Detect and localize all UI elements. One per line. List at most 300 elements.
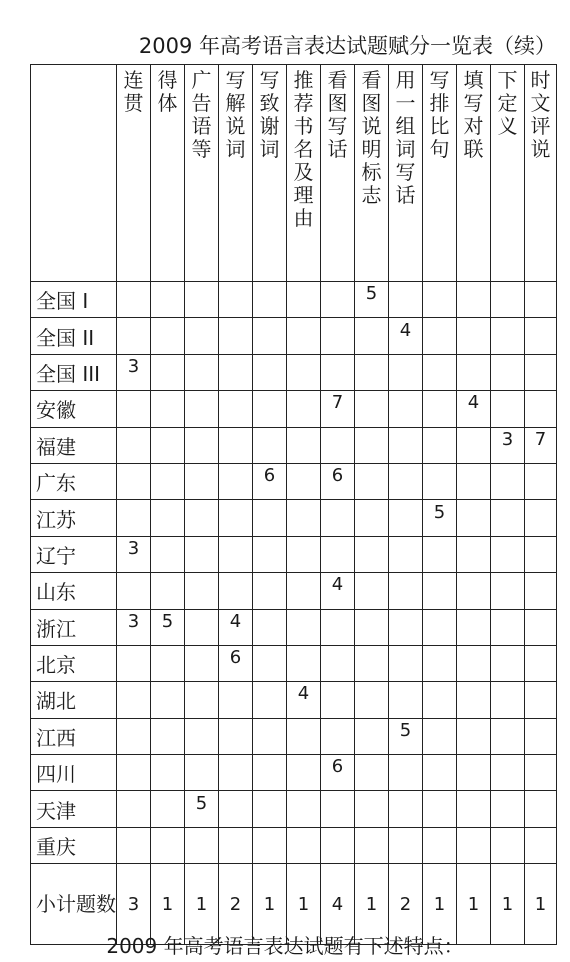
score-cell (525, 354, 557, 390)
score-cell (423, 500, 457, 536)
score-cell (185, 391, 219, 427)
table-row (31, 682, 557, 718)
score-cell (253, 573, 287, 609)
score-cell (185, 827, 219, 863)
score-cell (287, 536, 321, 572)
score-cell (287, 427, 321, 463)
score-cell (389, 463, 423, 499)
table-title: 2009 年高考语言表达试题赋分一览表（续） (138, 34, 556, 58)
score-cell (457, 500, 491, 536)
score-cell (389, 645, 423, 681)
score-value: 2 (399, 893, 412, 915)
score-cell (423, 682, 457, 718)
score-cell (423, 864, 457, 945)
score-cell (423, 755, 457, 791)
score-value: 1 (501, 893, 514, 915)
score-cell (287, 391, 321, 427)
score-value: 6 (331, 465, 344, 487)
score-cell (117, 318, 151, 354)
column-header (423, 65, 457, 282)
score-cell (423, 354, 457, 390)
score-cell (151, 718, 185, 754)
score-cell (423, 391, 457, 427)
score-value: 5 (399, 719, 412, 741)
score-cell (491, 682, 525, 718)
score-cell (185, 864, 219, 945)
score-cell (253, 682, 287, 718)
table-row (31, 427, 557, 463)
score-cell (321, 718, 355, 754)
score-cell (355, 500, 389, 536)
row-label: 江苏 (31, 500, 117, 536)
corner-cell (31, 65, 117, 282)
score-value: 7 (534, 428, 547, 450)
score-value: 3 (127, 610, 140, 632)
score-value: 3 (501, 428, 514, 450)
score-cell (151, 755, 185, 791)
score-value: 3 (127, 893, 140, 915)
table-row (31, 718, 557, 754)
row-label: 全国 II (31, 318, 117, 354)
score-cell (355, 791, 389, 827)
table-row (31, 827, 557, 863)
score-cell (457, 573, 491, 609)
score-cell (491, 609, 525, 645)
score-cell (117, 718, 151, 754)
column-header-label: 连贯 (123, 68, 144, 115)
score-cell (491, 354, 525, 390)
score-cell (151, 864, 185, 945)
score-cell (321, 282, 355, 318)
score-cell (219, 645, 253, 681)
score-cell (287, 827, 321, 863)
score-cell (219, 354, 253, 390)
score-table (30, 64, 557, 945)
score-cell (355, 536, 389, 572)
row-label: 安徽 (31, 391, 117, 427)
score-cell (117, 609, 151, 645)
score-cell (287, 609, 321, 645)
column-header (389, 65, 423, 282)
score-value: 4 (229, 610, 242, 632)
score-cell (457, 609, 491, 645)
score-cell (321, 354, 355, 390)
score-cell (389, 755, 423, 791)
score-cell (491, 282, 525, 318)
score-cell (491, 463, 525, 499)
score-cell (355, 864, 389, 945)
score-cell (491, 645, 525, 681)
score-cell (117, 864, 151, 945)
score-cell (219, 609, 253, 645)
score-cell (219, 318, 253, 354)
score-cell (457, 536, 491, 572)
score-cell (355, 645, 389, 681)
score-value: 1 (161, 893, 174, 915)
score-cell (219, 791, 253, 827)
score-cell (491, 427, 525, 463)
score-cell (355, 318, 389, 354)
total-row (31, 864, 557, 945)
score-cell (321, 791, 355, 827)
score-cell (185, 500, 219, 536)
column-header-label: 填写对联 (463, 68, 484, 161)
row-label: 浙江 (31, 609, 117, 645)
score-cell (253, 827, 287, 863)
score-cell (491, 391, 525, 427)
score-cell (491, 827, 525, 863)
score-value: 6 (229, 647, 242, 669)
table-row (31, 536, 557, 572)
score-cell (389, 354, 423, 390)
score-cell (287, 463, 321, 499)
caption-text: 2009 年高考语言表达试题有下述特点： (106, 934, 464, 958)
score-value: 1 (433, 893, 446, 915)
table-row (31, 755, 557, 791)
score-cell (389, 718, 423, 754)
row-label: 广东 (31, 463, 117, 499)
score-cell (219, 864, 253, 945)
score-value: 3 (127, 537, 140, 559)
column-header (287, 65, 321, 282)
score-cell (185, 755, 219, 791)
score-cell (151, 573, 185, 609)
score-cell (287, 573, 321, 609)
score-cell (185, 354, 219, 390)
column-header-label: 得体 (157, 68, 178, 115)
score-cell (457, 427, 491, 463)
score-value: 1 (297, 893, 310, 915)
score-cell (287, 682, 321, 718)
score-cell (321, 427, 355, 463)
score-cell (389, 791, 423, 827)
score-cell (525, 282, 557, 318)
score-cell (151, 827, 185, 863)
score-cell (287, 755, 321, 791)
score-cell (525, 827, 557, 863)
score-cell (287, 318, 321, 354)
row-label: 天津 (31, 791, 117, 827)
score-cell (117, 427, 151, 463)
score-cell (151, 536, 185, 572)
score-value: 4 (331, 893, 344, 915)
column-header (457, 65, 491, 282)
score-cell (423, 609, 457, 645)
column-header-label: 下定义 (497, 68, 518, 138)
score-value: 1 (365, 893, 378, 915)
score-value: 5 (195, 792, 208, 814)
column-header-label: 用一组词写话 (395, 68, 416, 207)
column-header-label: 写致谢词 (259, 68, 280, 161)
column-header-label: 看图说明标志 (361, 68, 382, 207)
score-cell (253, 536, 287, 572)
score-cell (389, 500, 423, 536)
table-row (31, 573, 557, 609)
score-cell (219, 391, 253, 427)
score-cell (151, 427, 185, 463)
score-cell (185, 718, 219, 754)
score-cell (525, 391, 557, 427)
score-value: 4 (331, 574, 344, 596)
score-cell (219, 282, 253, 318)
score-cell (117, 682, 151, 718)
score-cell (253, 718, 287, 754)
score-cell (253, 354, 287, 390)
score-cell (321, 463, 355, 499)
column-header (117, 65, 151, 282)
score-cell (151, 500, 185, 536)
score-cell (491, 536, 525, 572)
score-cell (321, 864, 355, 945)
score-cell (321, 645, 355, 681)
score-cell (389, 318, 423, 354)
column-header (525, 65, 557, 282)
score-value: 5 (365, 283, 378, 305)
score-cell (117, 791, 151, 827)
score-cell (117, 391, 151, 427)
score-cell (219, 682, 253, 718)
score-cell (151, 682, 185, 718)
score-cell (185, 427, 219, 463)
score-cell (253, 500, 287, 536)
score-cell (423, 718, 457, 754)
score-cell (457, 318, 491, 354)
column-header (321, 65, 355, 282)
score-value: 6 (263, 465, 276, 487)
score-cell (219, 718, 253, 754)
score-cell (117, 536, 151, 572)
score-cell (151, 282, 185, 318)
score-value: 5 (161, 610, 174, 632)
score-cell (457, 682, 491, 718)
score-cell (389, 427, 423, 463)
row-label: 四川 (31, 755, 117, 791)
score-value: 1 (534, 893, 547, 915)
column-header (219, 65, 253, 282)
score-cell (423, 827, 457, 863)
score-cell (151, 354, 185, 390)
row-label: 重庆 (31, 827, 117, 863)
score-cell (185, 282, 219, 318)
score-cell (321, 609, 355, 645)
score-cell (355, 682, 389, 718)
score-cell (219, 463, 253, 499)
score-cell (253, 864, 287, 945)
score-cell (287, 718, 321, 754)
score-cell (321, 827, 355, 863)
column-header (253, 65, 287, 282)
row-label: 江西 (31, 718, 117, 754)
score-cell (355, 391, 389, 427)
score-cell (491, 318, 525, 354)
score-cell (525, 463, 557, 499)
score-cell (355, 573, 389, 609)
table-row (31, 282, 557, 318)
score-cell (321, 318, 355, 354)
row-label: 福建 (31, 427, 117, 463)
score-cell (457, 827, 491, 863)
score-cell (151, 318, 185, 354)
score-cell (457, 791, 491, 827)
score-cell (151, 463, 185, 499)
score-cell (457, 755, 491, 791)
row-label: 辽宁 (31, 536, 117, 572)
score-cell (355, 463, 389, 499)
column-header-label: 写解说词 (225, 68, 246, 161)
score-cell (389, 827, 423, 863)
score-cell (525, 500, 557, 536)
table-row (31, 500, 557, 536)
score-cell (117, 755, 151, 791)
score-cell (151, 791, 185, 827)
total-label: 小计题数 (31, 864, 117, 945)
column-header (491, 65, 525, 282)
score-cell (491, 718, 525, 754)
column-header-label: 推荐书名及理由 (293, 68, 314, 230)
score-cell (219, 755, 253, 791)
score-cell (185, 645, 219, 681)
score-cell (525, 682, 557, 718)
score-cell (185, 609, 219, 645)
row-label: 北京 (31, 645, 117, 681)
score-cell (287, 791, 321, 827)
score-cell (219, 536, 253, 572)
score-cell (321, 573, 355, 609)
row-label: 全国 I (31, 282, 117, 318)
score-cell (185, 573, 219, 609)
column-header-label: 写排比句 (429, 68, 450, 161)
score-cell (457, 282, 491, 318)
score-cell (355, 827, 389, 863)
score-cell (253, 318, 287, 354)
score-cell (491, 573, 525, 609)
score-cell (253, 463, 287, 499)
score-cell (389, 573, 423, 609)
column-header-label: 时文评说 (530, 68, 551, 161)
score-cell (525, 427, 557, 463)
score-cell (287, 500, 321, 536)
score-cell (321, 500, 355, 536)
table-row (31, 318, 557, 354)
score-cell (457, 354, 491, 390)
score-cell (355, 609, 389, 645)
score-cell (253, 391, 287, 427)
score-cell (389, 682, 423, 718)
score-value: 1 (195, 893, 208, 915)
score-cell (117, 500, 151, 536)
score-cell (457, 864, 491, 945)
score-cell (525, 718, 557, 754)
score-cell (491, 755, 525, 791)
score-cell (253, 427, 287, 463)
score-cell (525, 609, 557, 645)
score-cell (287, 864, 321, 945)
score-cell (219, 573, 253, 609)
score-cell (457, 718, 491, 754)
score-value: 1 (263, 893, 276, 915)
score-value: 5 (433, 501, 446, 523)
score-cell (151, 609, 185, 645)
score-cell (525, 573, 557, 609)
score-value: 4 (467, 392, 480, 414)
score-value: 4 (297, 683, 310, 705)
score-value: 1 (467, 893, 480, 915)
score-cell (491, 791, 525, 827)
score-value: 7 (331, 392, 344, 414)
score-cell (287, 282, 321, 318)
score-cell (117, 463, 151, 499)
score-cell (117, 827, 151, 863)
header-row (31, 65, 557, 282)
score-cell (253, 609, 287, 645)
score-cell (253, 282, 287, 318)
score-cell (151, 391, 185, 427)
score-cell (423, 282, 457, 318)
table-row (31, 791, 557, 827)
score-cell (219, 427, 253, 463)
score-value: 4 (399, 319, 412, 341)
table-row (31, 463, 557, 499)
score-cell (355, 718, 389, 754)
score-cell (185, 536, 219, 572)
score-cell (423, 645, 457, 681)
score-cell (491, 864, 525, 945)
score-cell (117, 282, 151, 318)
row-label: 全国 III (31, 354, 117, 390)
score-cell (389, 609, 423, 645)
score-value: 2 (229, 893, 242, 915)
score-cell (287, 645, 321, 681)
score-cell (525, 864, 557, 945)
column-header-label: 广告语等 (191, 68, 212, 161)
score-value: 6 (331, 756, 344, 778)
score-cell (491, 500, 525, 536)
score-cell (525, 791, 557, 827)
score-cell (355, 755, 389, 791)
score-cell (185, 682, 219, 718)
table-row (31, 354, 557, 390)
score-cell (457, 463, 491, 499)
score-cell (423, 573, 457, 609)
score-cell (355, 354, 389, 390)
score-cell (355, 282, 389, 318)
score-cell (219, 500, 253, 536)
column-header-label: 看图写话 (327, 68, 348, 161)
score-cell (151, 645, 185, 681)
score-cell (117, 645, 151, 681)
score-cell (423, 791, 457, 827)
score-cell (321, 536, 355, 572)
score-cell (117, 573, 151, 609)
score-cell (253, 755, 287, 791)
score-cell (525, 645, 557, 681)
row-label: 山东 (31, 573, 117, 609)
score-cell (219, 827, 253, 863)
column-header (185, 65, 219, 282)
score-cell (321, 755, 355, 791)
table-row (31, 391, 557, 427)
score-cell (423, 463, 457, 499)
score-cell (287, 354, 321, 390)
score-cell (389, 391, 423, 427)
column-header (151, 65, 185, 282)
score-cell (321, 682, 355, 718)
score-cell (389, 282, 423, 318)
score-cell (355, 427, 389, 463)
score-cell (525, 536, 557, 572)
score-value: 3 (127, 355, 140, 377)
score-cell (389, 536, 423, 572)
